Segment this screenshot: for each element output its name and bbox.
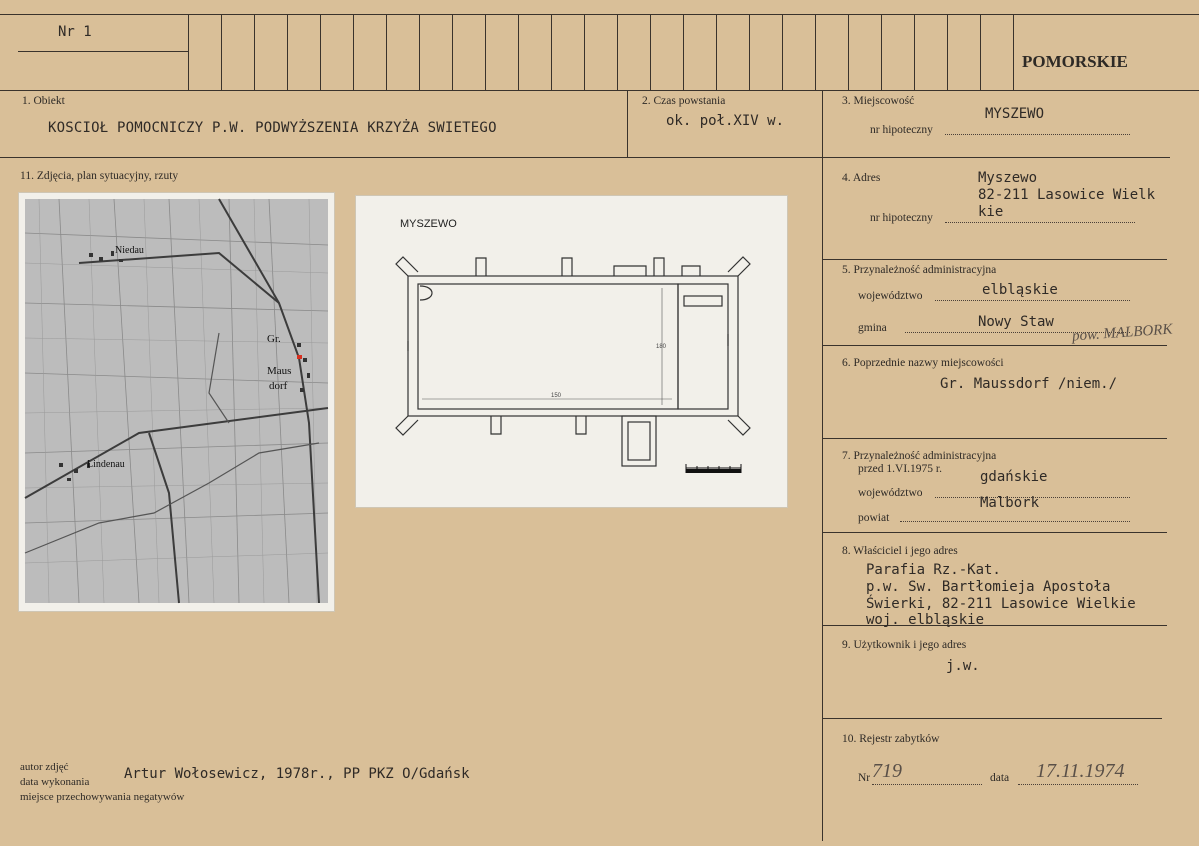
adres-line2: 82-211 Lasowice Wielk (978, 187, 1156, 203)
map-label-dorf: dorf (269, 380, 288, 392)
miejscowosc-value: MYSZEWO (985, 106, 1045, 122)
rejestr-nr-value: 719 (872, 760, 902, 782)
map-label-gr: Gr. (267, 333, 281, 345)
przynaleznosc1975-label2: przed 1.VI.1975 r. (858, 463, 942, 475)
przynaleznosc-woj-dotline (935, 300, 1130, 301)
adres-line1: Myszewo (978, 170, 1038, 186)
wlasciciel-line3: Świerki, 82-211 Lasowice Wielkie (866, 596, 1136, 612)
przynaleznosc-woj-value: elbląskie (982, 282, 1058, 298)
czas-label: 2. Czas powstania (642, 95, 726, 107)
obiekt-label: 1. Obiekt (22, 95, 65, 107)
map-label-niedau: Niedau (115, 245, 144, 256)
rejestr-nr-label: Nr (858, 772, 871, 784)
miejscowosc-hip-dotline (945, 134, 1130, 135)
rejestr-data-value: 17.11.1974 (1036, 760, 1125, 782)
zdjecia-label: 11. Zdjęcia, plan sytuacyjny, rzuty (20, 170, 179, 182)
map-label-lindenau: Lindenau (87, 459, 125, 470)
map-label-maus: Maus (267, 365, 292, 377)
map-photo (19, 193, 334, 611)
miejscowosc-hip-label: nr hipoteczny (870, 124, 933, 136)
przynaleznosc1975-powiat-value: Malbork (980, 495, 1040, 511)
region-name: POMORSKIE (1022, 52, 1128, 71)
uzytkownik-value: j.w. (946, 658, 980, 674)
footer-miejsce-label: miejsce przechowywania negatywów (20, 791, 185, 803)
rejestr-data-label: data (990, 772, 1010, 784)
plan-dim-short: 180 (656, 344, 667, 350)
przynaleznosc-label: 5. Przynależność administracyjna (842, 264, 997, 276)
wlasciciel-line4: woj. elbląskie (866, 612, 985, 628)
przynaleznosc1975-woj-value: gdańskie (980, 469, 1048, 485)
footer-autor-value: Artur Wołosewicz, 1978r., PP PKZ O/Gdańsk (124, 766, 470, 782)
przynaleznosc-woj-label: województwo (858, 290, 923, 302)
wlasciciel-label: 8. Właściciel i jego adres (842, 545, 958, 557)
miejscowosc-label: 3. Miejscowość (842, 95, 915, 107)
adres-hip-dotline (945, 222, 1135, 223)
rejestr-data-dotline (1018, 784, 1138, 785)
przynaleznosc1975-powiat-label: powiat (858, 512, 890, 524)
czas-value: ok. poł.XIV w. (666, 113, 785, 129)
adres-label: 4. Adres (842, 172, 881, 184)
przynaleznosc1975-powiat-dotline (900, 521, 1130, 522)
poprzednie-label: 6. Poprzednie nazwy miejscowości (842, 357, 1004, 369)
przynaleznosc1975-woj-label: województwo (858, 487, 923, 499)
uzytkownik-label: 9. Użytkownik i jego adres (842, 639, 967, 651)
rejestr-label: 10. Rejestr zabytków (842, 733, 940, 745)
adres-hip-label: nr hipoteczny (870, 212, 933, 224)
przynaleznosc1975-label: 7. Przynależność administracyjna (842, 450, 997, 462)
przynaleznosc-gmina-label: gmina (858, 322, 887, 334)
adres-line3: kie (978, 204, 1004, 220)
plan-photo (356, 196, 787, 507)
poprzednie-value: Gr. Maussdorf /niem./ (940, 376, 1118, 392)
wlasciciel-line1: Parafia Rz.-Kat. (866, 562, 1001, 578)
wlasciciel-line2: p.w. Sw. Bartłomieja Apostoła (866, 579, 1111, 595)
footer-data-label: data wykonania (20, 776, 90, 788)
rejestr-nr-dotline (872, 784, 982, 785)
plan-dim-long: 150 (551, 393, 562, 399)
card-number: Nr 1 (58, 24, 92, 40)
obiekt-value: KOSCIOŁ POMOCNICZY P.W. PODWYŻSZENIA KRZYŻA SWIETEGO (48, 120, 497, 136)
przynaleznosc-gmina-value: Nowy Staw (978, 314, 1054, 330)
footer-autor-label: autor zdjęć (20, 761, 69, 773)
przynaleznosc-handwritten: pow. MALBORK (1071, 321, 1173, 345)
plan-title: MYSZEWO (400, 218, 457, 230)
